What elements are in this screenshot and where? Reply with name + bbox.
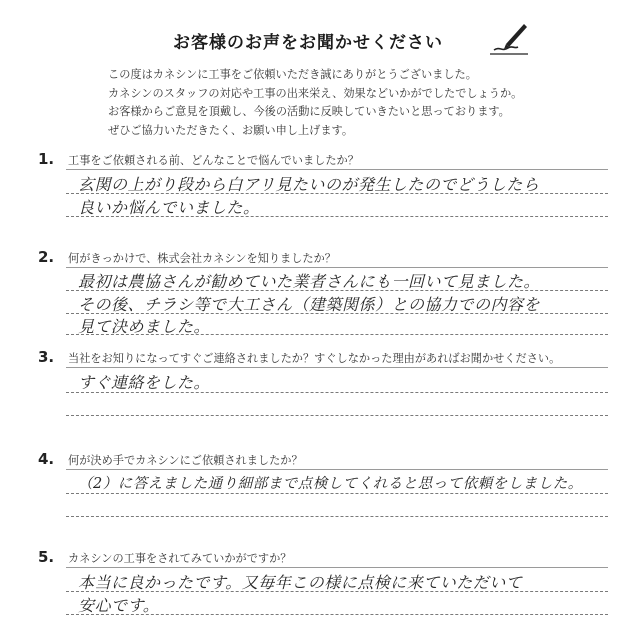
answer-rule [66,415,608,416]
question-rule [66,469,608,470]
question-number: 2. [38,248,55,266]
answer-rule [66,591,608,592]
question-4 [38,450,608,530]
answer-rule [66,516,608,517]
answer-line: 最初は農協さんが勧めていた業者さんにも一回いて見ました。 [78,272,541,291]
question-1 [38,150,608,230]
question-text: 何が決め手でカネシンにご依頼されましたか？ [68,454,303,467]
question-number: 1. [38,150,55,168]
intro-text [108,66,548,140]
question-number: 5. [38,548,55,566]
question-text: 当社をお知りになってすぐご連絡されましたか？すぐしなかった理由があればお聞かせください。 [68,352,561,365]
answer-line: 玄関の上がり段から白アリ見たいのが発生したのでどうしたら [78,175,540,194]
intro-line: カネシンのスタッフの対応や工事の出来栄え、効果などいかがでしたでしょうか。 [108,86,523,100]
question-rule [66,567,608,568]
question-text: 工事をご依頼される前、どんなことで悩んでいましたか？ [68,154,359,167]
intro-line: この度はカネシンに工事をご依頼いただき誠にありがとうございました。 [108,68,477,81]
question-rule [66,267,608,268]
answer-rule [66,493,608,494]
answer-line: 本当に良かったです。又毎年この様に点検に来ていただいて [78,573,523,592]
intro-line: ぜひご協力いただきたく、お願い申し上げます。 [108,123,354,137]
question-number: 4. [38,450,55,468]
answer-line: すぐ連絡をした。 [78,373,211,392]
answer-rule [66,614,608,615]
question-2 [38,248,608,338]
page-title: お客様のお声をお聞かせください [173,33,443,53]
answer-rule [66,392,608,393]
question-rule [66,367,608,368]
pen-icon [488,18,530,58]
answer-rule [66,334,608,335]
answer-line: （2）に答えました通り細部まで点検してくれると思って依頼をしました。 [78,476,583,492]
question-text: 何がきっかけで、株式会社カネシンを知りましたか？ [68,252,336,265]
answer-rule [66,216,608,217]
question-rule [66,169,608,170]
question-text: カネシンの工事をされてみていかがですか？ [68,552,292,565]
answer-line: 安心です。 [78,596,160,615]
question-5 [38,548,608,638]
answer-line: その後、チラシ等で大工さん（建築関係）との協力での内容を [78,295,541,314]
question-3 [38,348,608,428]
question-number: 3. [38,348,55,366]
intro-line: お客様からご意見を頂戴し、今後の活動に反映していきたいと思っております。 [108,105,510,118]
answer-rule [66,290,608,291]
answer-rule [66,193,608,194]
answer-line: 見て決めました。 [78,317,211,336]
answer-line: 良いか悩んでいました。 [78,198,260,217]
